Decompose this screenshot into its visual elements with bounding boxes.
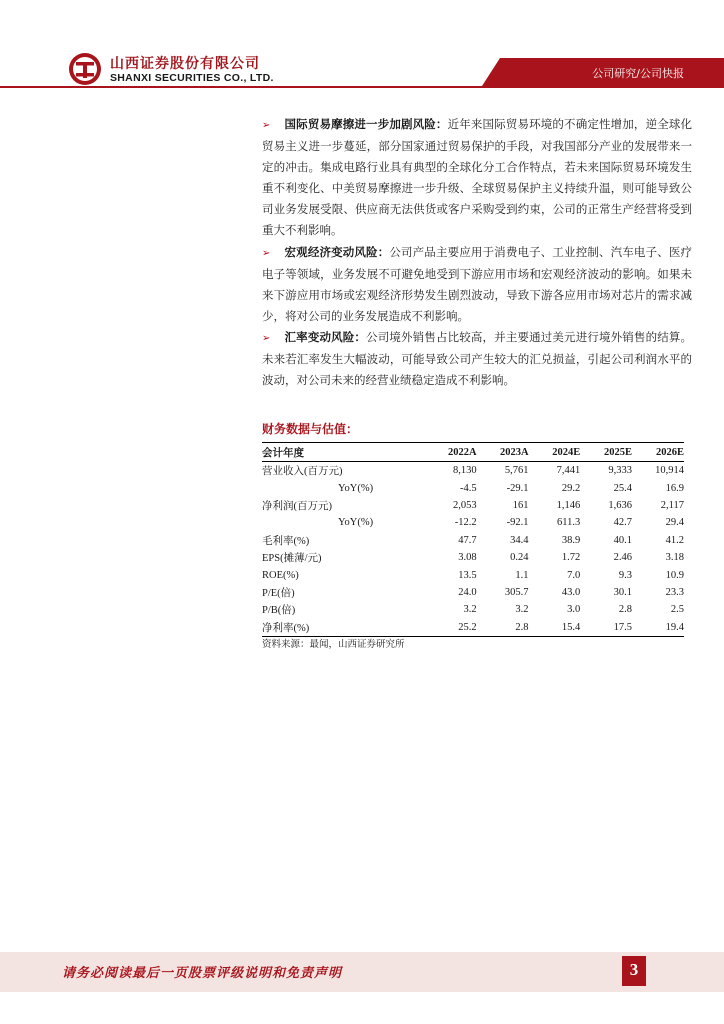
table-cell: 25.2 — [425, 619, 477, 637]
column-header: 会计年度 — [262, 443, 425, 462]
bullet-arrow-icon: ➢ — [262, 247, 271, 259]
table-row — [262, 497, 684, 514]
table-cell: 1.72 — [561, 552, 581, 564]
table-cell: 2.46 — [613, 552, 632, 564]
table-cell: 0.24 — [510, 552, 529, 564]
row-label: ROE(%) — [262, 569, 299, 581]
table-row — [262, 532, 684, 549]
risk-text: 近年来国际贸易环境的不确定性增加，逆全球化贸易主义进一步蔓延，部分国家通过贸易保护的手段，对我国部分产业的发展带来一定的冲击。集成电路行业具有典型的全球化分工合作特点，若未来国际贸易环境发生重不利变化、中美贸易摩擦进一步升级、全球贸易保护主义持续升温，则可能导致公司业务发展受限、供应商无法供货或客户采购受到约束，公司的正常生产经营将受到重大不利影响。 — [262, 117, 693, 238]
table-cell: 2.5 — [670, 604, 684, 616]
table-cell: -92.1 — [506, 517, 529, 529]
table-cell: 7,441 — [556, 465, 581, 477]
financials-table — [262, 442, 684, 637]
row-label: YoY(%) — [338, 517, 374, 529]
table-cell: 1,146 — [556, 499, 581, 511]
table-cell: -4.5 — [460, 482, 477, 494]
table-cell: 1,636 — [608, 499, 632, 511]
data-source-note: 资料来源：最闻，山西证券研究所 — [262, 639, 405, 650]
row-label: 净利润(百万元) — [262, 500, 332, 512]
table-cell: 2,053 — [453, 499, 477, 511]
table-cell: 40.1 — [613, 534, 632, 546]
table-row — [262, 479, 684, 496]
table-cell: 305.7 — [504, 586, 529, 598]
table-row — [262, 584, 684, 601]
risk-title: 国际贸易摩擦进一步加剧风险： — [284, 117, 448, 131]
table-cell: 34.4 — [510, 534, 529, 546]
table-cell: 13.5 — [458, 569, 477, 581]
table-cell: 611.3 — [557, 517, 581, 529]
bullet-arrow-icon: ➢ — [262, 332, 271, 344]
risk-list — [262, 114, 692, 391]
row-label: 营业收入(百万元) — [262, 466, 343, 478]
table-cell: 161 — [512, 499, 529, 511]
table-cell: 10.9 — [665, 569, 684, 581]
table-cell: 41.2 — [665, 534, 684, 546]
table-row — [262, 566, 684, 583]
table-cell: 43.0 — [561, 586, 581, 598]
table-cell: 29.4 — [665, 517, 684, 529]
company-name-en: SHANXI SECURITIES CO., LTD. — [110, 72, 274, 84]
row-label: 毛利率(%) — [262, 535, 310, 547]
table-cell: 2.8 — [618, 604, 632, 616]
row-label: YoY(%) — [338, 482, 374, 494]
risk-item-macro — [262, 242, 692, 327]
financials-title: 财务数据与估值： — [262, 422, 359, 436]
table-cell: -12.2 — [454, 517, 477, 529]
row-label: P/B(倍) — [262, 605, 296, 617]
table-row — [262, 619, 684, 637]
table-cell: 3.0 — [567, 604, 581, 616]
table-cell: 23.3 — [665, 586, 684, 598]
table-cell: 42.7 — [613, 517, 632, 529]
section-label: 公司研究/公司快报 — [592, 67, 684, 80]
footer-disclaimer: 请务必阅读最后一页股票评级说明和免责声明 — [62, 966, 343, 981]
table-cell: 9.3 — [618, 569, 632, 581]
table-cell: 47.7 — [458, 534, 477, 546]
table-cell: 2,117 — [660, 499, 684, 511]
bullet-arrow-icon: ➢ — [262, 120, 271, 131]
table-cell: 15.4 — [529, 619, 581, 637]
table-cell: 30.1 — [613, 586, 632, 598]
table-cell: 16.9 — [665, 482, 684, 494]
table-cell: 9,333 — [608, 465, 632, 477]
risk-title: 汇率变动风险： — [284, 329, 367, 344]
risk-title: 宏观经济变动风险： — [284, 244, 390, 259]
table-cell: -29.1 — [506, 482, 529, 494]
row-label: EPS(摊薄/元) — [262, 553, 322, 565]
shanxi-securities-logo-icon — [68, 52, 102, 86]
row-label: 净利率(%) — [262, 619, 425, 637]
financials-table-body — [262, 462, 684, 637]
table-cell: 38.9 — [561, 534, 581, 546]
risk-text: 公司境外销售占比较高，并主要通过美元进行境外销售的结算。未来若汇率发生大幅波动，可能导致公司产生较大的汇兑损益，引起公司利润水平的波动，对公司未来的经营业绩稳定造成不利影响。 — [262, 329, 693, 388]
table-cell: 24.0 — [458, 586, 477, 598]
risk-item-fx — [262, 327, 692, 391]
table-cell: 25.4 — [613, 482, 632, 494]
column-header: 2026E — [632, 443, 684, 462]
header-divider — [0, 86, 724, 88]
column-header: 2025E — [580, 443, 632, 462]
table-cell: 3.2 — [463, 604, 477, 616]
table-cell: 7.0 — [567, 569, 581, 581]
table-cell: 3.08 — [458, 552, 477, 564]
table-cell: 19.4 — [632, 619, 684, 637]
company-name-cn: 山西证券股份有限公司 — [110, 56, 260, 72]
risk-item-trade — [262, 114, 692, 242]
header-band-tab — [482, 58, 500, 86]
page-number: 3 — [629, 960, 639, 979]
risk-text: 公司产品主要应用于消费电子、工业控制、汽车电子、医疗电子等领域，业务发展不可避免地受到下游应用市场和宏观经济波动的影响。如果未来下游应用市场或宏观经济形势发生剧烈波动，导致下游各应用市场对芯片的需求减少，将对公司的业务发展造成不利影响。 — [262, 244, 693, 323]
column-header: 2022A — [425, 443, 477, 462]
table-cell: 3.2 — [515, 604, 529, 616]
table-row — [262, 549, 684, 566]
table-cell: 10,914 — [655, 465, 684, 477]
table-header-row — [262, 443, 684, 462]
table-cell: 29.2 — [561, 482, 581, 494]
column-header: 2024E — [529, 443, 581, 462]
table-row — [262, 601, 684, 618]
column-header: 2023A — [477, 443, 529, 462]
table-cell: 3.18 — [665, 552, 684, 564]
table-cell: 17.5 — [580, 619, 632, 637]
table-cell: 2.8 — [477, 619, 529, 637]
table-row — [262, 462, 684, 480]
table-row — [262, 514, 684, 531]
row-label: P/E(倍) — [262, 587, 295, 599]
table-cell: 8,130 — [453, 465, 477, 477]
table-cell: 5,761 — [504, 465, 529, 477]
table-cell: 1.1 — [515, 569, 529, 581]
